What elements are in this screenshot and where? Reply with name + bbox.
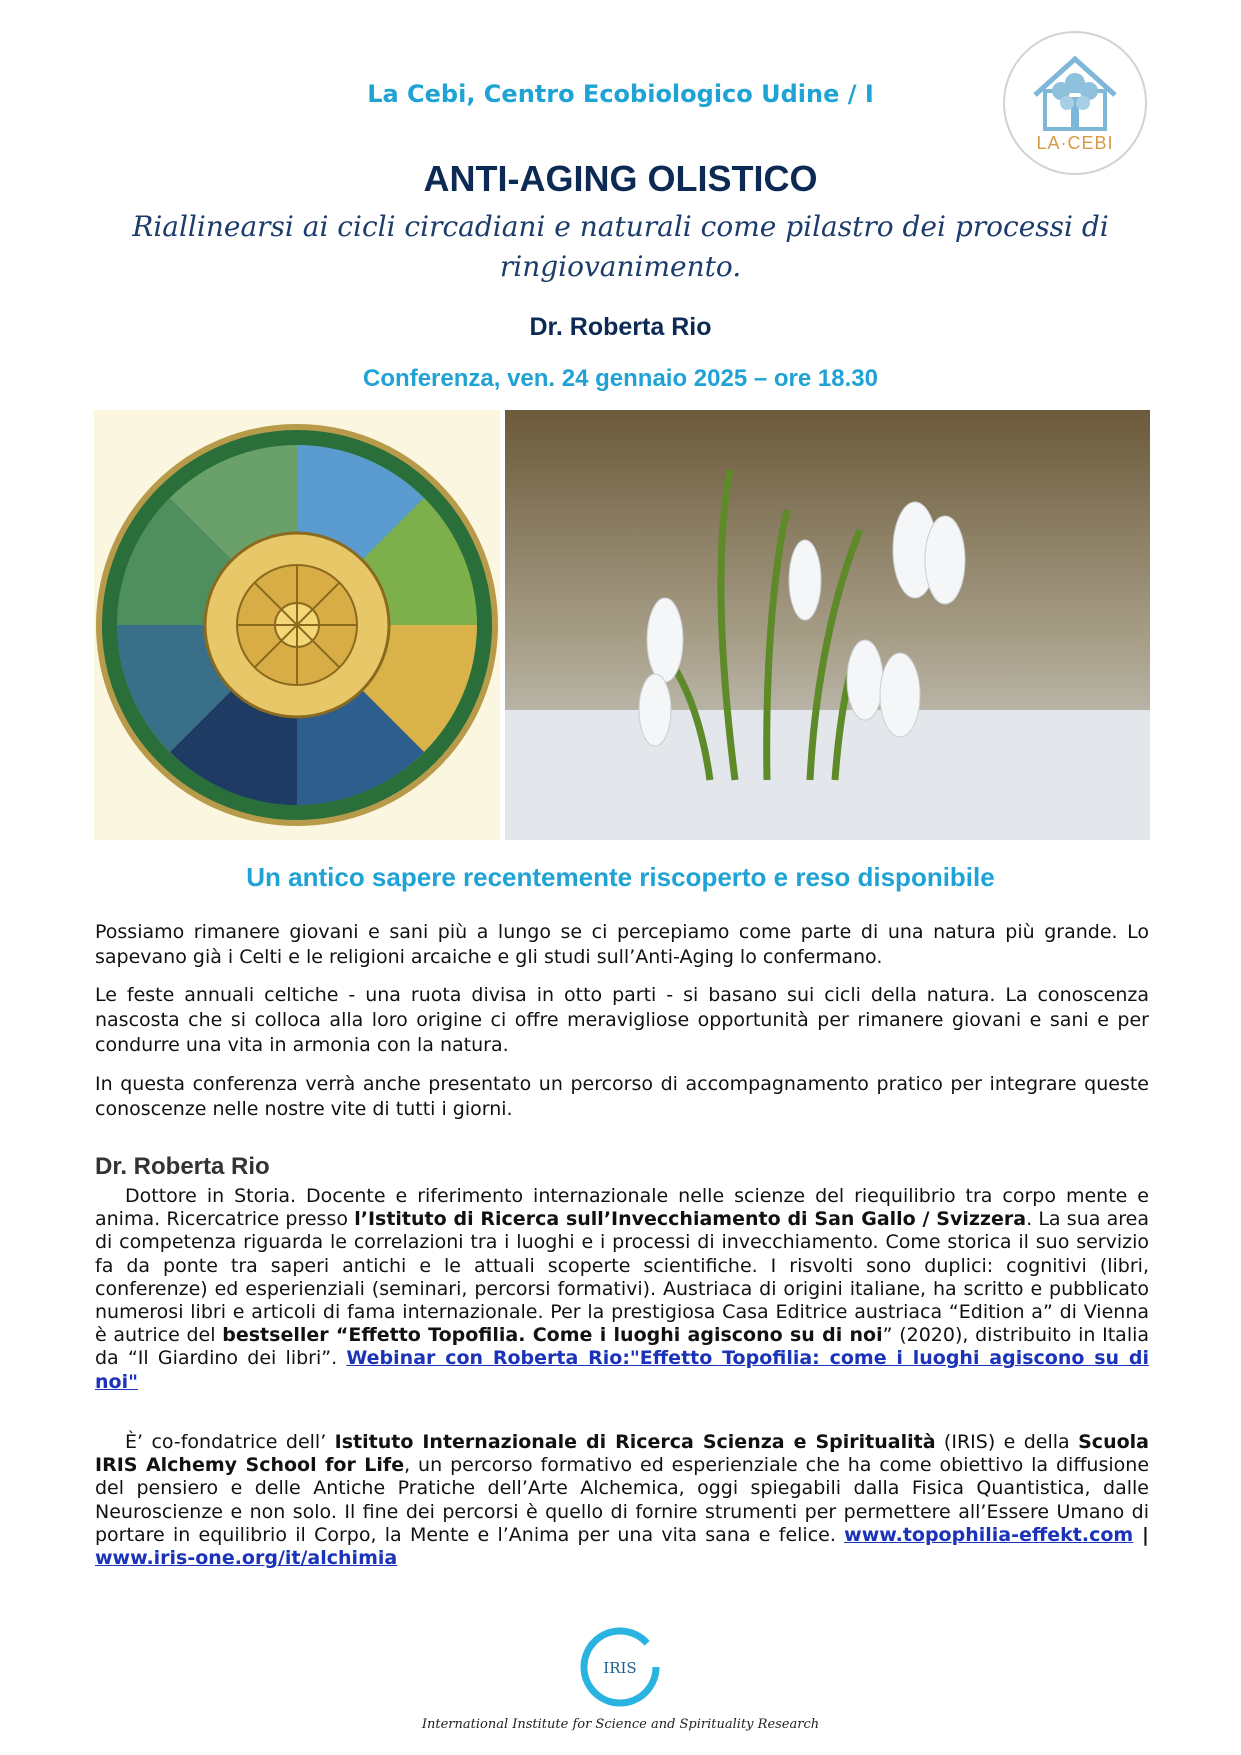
event-title: ANTI-AGING OLISTICO	[423, 158, 818, 199]
event-subtitle: Riallinearsi ai cicli circadiani e naturali come pilastro dei processi di ringiovanimento.	[132, 210, 1109, 283]
iris-logo	[576, 1623, 664, 1711]
celtic-wheel-image	[94, 410, 500, 840]
organization-line: La Cebi, Centro Ecobiologico Udine / I	[367, 80, 874, 108]
la-cebi-logo	[1003, 31, 1147, 175]
webinar-link[interactable]: Webinar con Roberta Rio:"Effetto Topofilia: come i luoghi agiscono su di noi"	[95, 1347, 1149, 1393]
bio-heading: Dr. Roberta Rio	[95, 1153, 270, 1180]
speaker-name: Dr. Roberta Rio	[529, 313, 712, 341]
bio-paragraph-2: È’ co-fondatrice dell’ Istituto Internazionale di Ricerca Scienza e Spiritualità (IRIS) e della Scuola IRIS Alchemy School for Life, un percorso formativo ed esperienziale che ha come obiettivo la diffusione del pensiero e delle Antiche Pratiche dell’Arte Alchemica, oggi spiegabili dalla Fisica Quantistica, dalle Neuroscienze e non solo. Il fine dei percorsi è quello di fornire strumenti per permettere all’Essere Umano di portare in equilibrio il Corpo, la Mente e l’Anima per una vita sana e felice. www.topophilia-effekt.com | www.iris-one.org/it/alchimia	[95, 1431, 1150, 1570]
snowdrop-flower-image	[505, 410, 1150, 840]
intro-paragraph-1: Possiamo rimanere giovani e sani più a lungo se ci percepiamo come parte di una natura più grande. Lo sapevano già i Celti e le religioni arcaiche e gli studi sull’Anti-Aging lo confermano.	[95, 921, 1149, 968]
section-title: Un antico sapere recentemente riscoperto e reso disponibile	[246, 862, 995, 892]
topophilia-link[interactable]: www.topophilia-effekt.com	[844, 1523, 1134, 1546]
bio-paragraph-1: Dottore in Storia. Docente e riferimento internazionale nelle scienze del riequilibrio tra corpo mente e anima. Ricercatrice presso l’Istituto di Ricerca sull’Invecchiamento di San Gallo / Svizzera. La sua area di competenza riguarda le correlazioni tra i luoghi e i processi di invecchiamento. Come storica il suo servizio fa da ponte tra saperi antichi e le attuali scoperte scientifiche. I risvolti sono duplici: cognitivi (libri, conferenze) ed esperienziali (seminari, percorsi formativi). Austriaca di origini italiane, ha scritto e pubblicato numerosi libri e articoli di fama internazionale. Per la prestigiosa Casa Editrice austriaca “Edition a” di Vienna è autrice del bestseller “Effetto Topofilia. Come i luoghi agiscono su di noi” (2020), distribuito in Italia da “Il Giardino dei libri”. Webinar con Roberta Rio:"Effetto Topofilia: come i luoghi agiscono su di noi"	[95, 1185, 1150, 1393]
conference-date: Conferenza, ven. 24 gennaio 2025 – ore 18.30	[363, 365, 878, 392]
svg-text:IRIS: IRIS	[603, 1659, 637, 1677]
iris-circle-icon	[576, 1623, 664, 1711]
intro-paragraph-2: Le feste annuali celtiche - una ruota divisa in otto parti - si basano sui cicli della natura. La conoscenza nascosta che si colloca alla loro origine ci offre meravigliose opportunità per rimanere giovani e sani e per condurre una vita in armonia con la natura.	[95, 984, 1149, 1056]
iris-alchimia-link[interactable]: www.iris-one.org/it/alchimia	[95, 1547, 398, 1570]
logo-text: LA·CEBI	[1036, 133, 1114, 153]
intro-paragraph-3: In questa conferenza verrà anche presentato un percorso di accompagnamento pratico per integrare queste conoscenze nelle nostre vite di tutti i giorni.	[95, 1073, 1149, 1120]
footer-caption: International Institute for Science and Spirituality Research	[421, 1717, 820, 1732]
